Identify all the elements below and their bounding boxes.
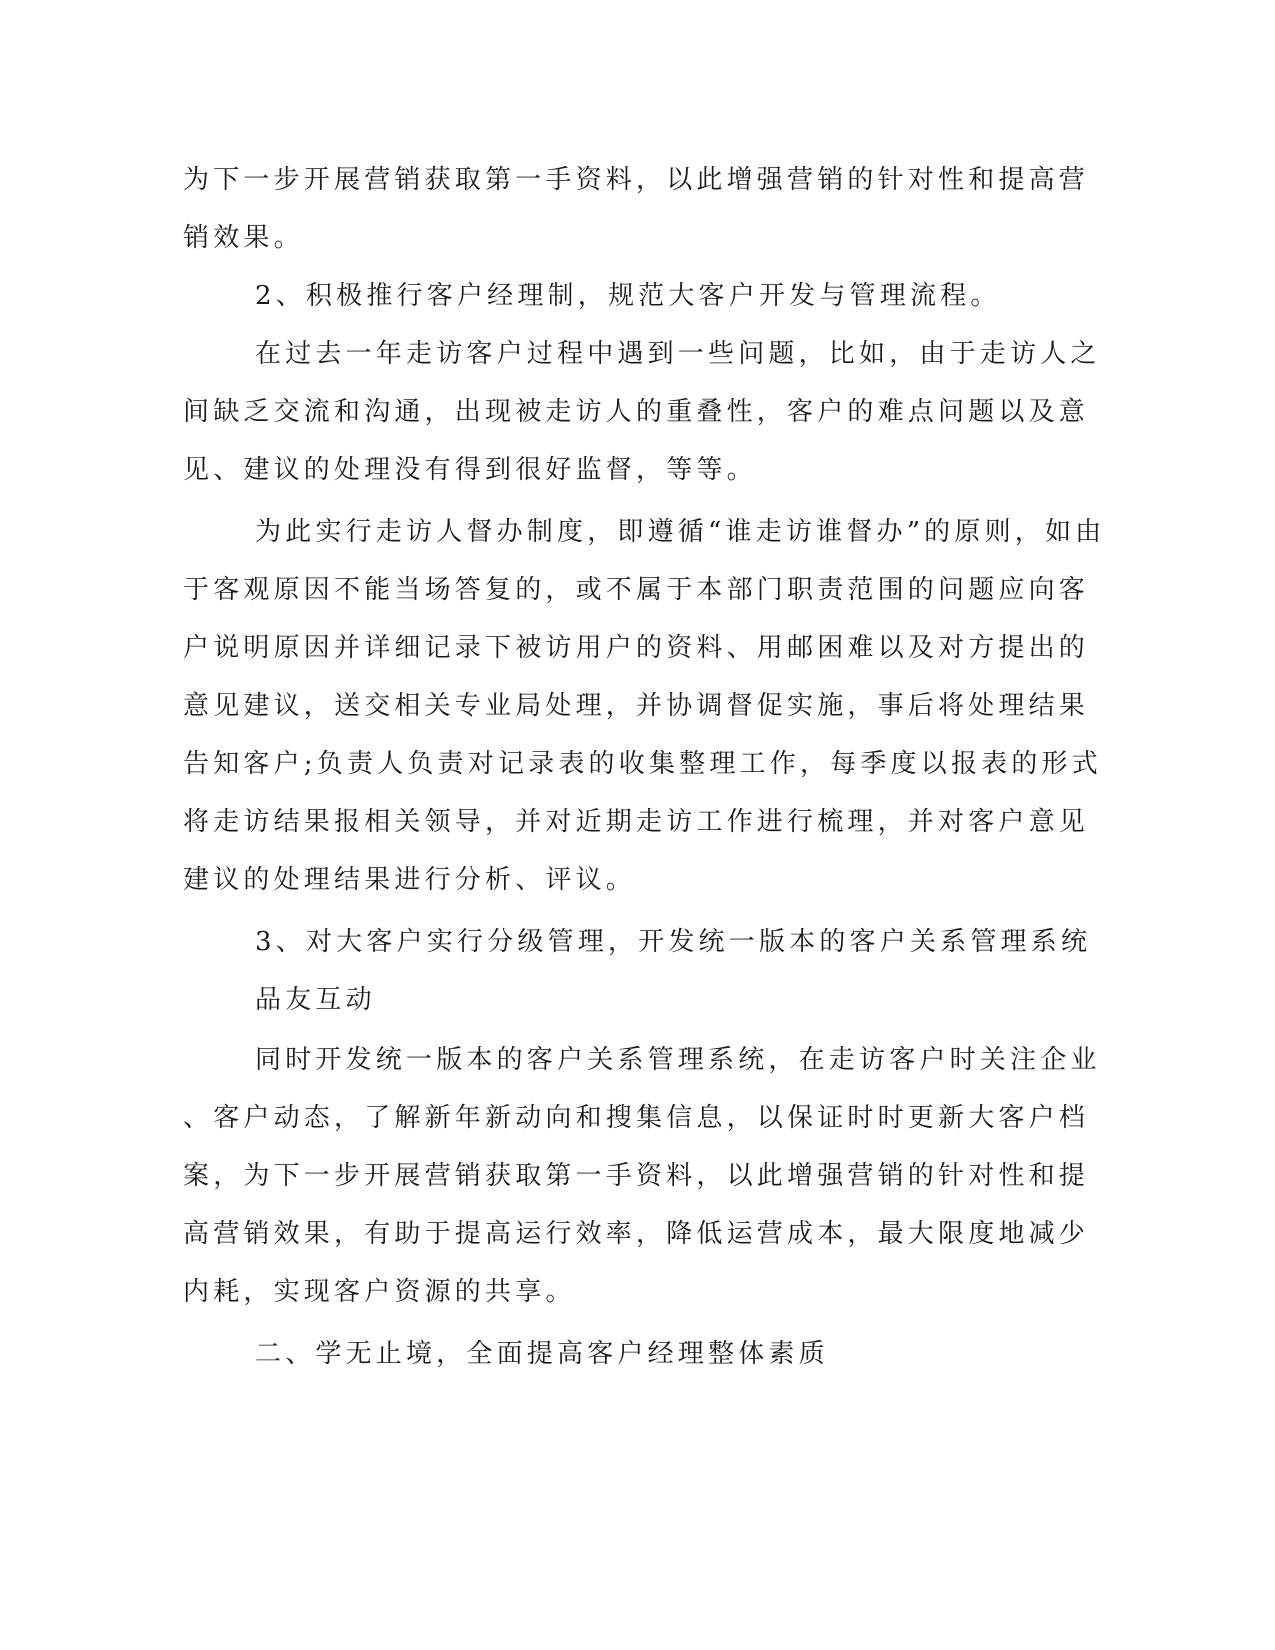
text-line: 内耗，实现客户资源的共享。 <box>183 1277 576 1307</box>
text-line: 间缺乏交流和沟通，出现被走访人的重叠性，客户的难点问题以及意 <box>183 397 1090 427</box>
text-line: 、客户动态，了解新年新动向和搜集信息，以保证时时更新大客户档 <box>183 1103 1090 1133</box>
text-line: 于客观原因不能当场答复的，或不属于本部门职责范围的问题应向客 <box>183 575 1090 605</box>
text-line: 为此实行走访人督办制度，即遵循“谁走访谁督办”的原则，如由 <box>255 517 1106 547</box>
text-line: 案，为下一步开展营销获取第一手资料，以此增强营销的针对性和提 <box>183 1161 1090 1191</box>
section-heading: 2、积极推行客户经理制，规范大客户开发与管理流程。 <box>255 281 1001 311</box>
text-line: 销效果。 <box>183 223 304 253</box>
text-line: 意见建议，送交相关专业局处理，并协调督促实施，事后将处理结果 <box>183 691 1090 721</box>
text-line: 同时开发统一版本的客户关系管理系统，在走访客户时关注企业 <box>255 1045 1101 1075</box>
section-heading: 3、对大客户实行分级管理，开发统一版本的客户关系管理系统 <box>255 927 1092 957</box>
section-heading: 二、学无止境，全面提高客户经理整体素质 <box>255 1339 829 1369</box>
text-line: 见、建议的处理没有得到很好监督，等等。 <box>183 455 757 485</box>
text-line: 建议的处理结果进行分析、评议。 <box>183 865 637 895</box>
text-line: 品友互动 <box>255 985 376 1015</box>
text-line: 为下一步开展营销获取第一手资料，以此增强营销的针对性和提高营 <box>183 165 1090 195</box>
text-line: 高营销效果，有助于提高运行效率，降低运营成本，最大限度地减少 <box>183 1219 1090 1249</box>
text-line: 在过去一年走访客户过程中遇到一些问题，比如，由于走访人之 <box>255 339 1101 369</box>
text-line: 告知客户;负责人负责对记录表的收集整理工作，每季度以报表的形式 <box>183 749 1102 779</box>
text-line: 户说明原因并详细记录下被访用户的资料、用邮困难以及对方提出的 <box>183 633 1090 663</box>
text-line: 将走访结果报相关领导，并对近期走访工作进行梳理，并对客户意见 <box>183 807 1090 837</box>
